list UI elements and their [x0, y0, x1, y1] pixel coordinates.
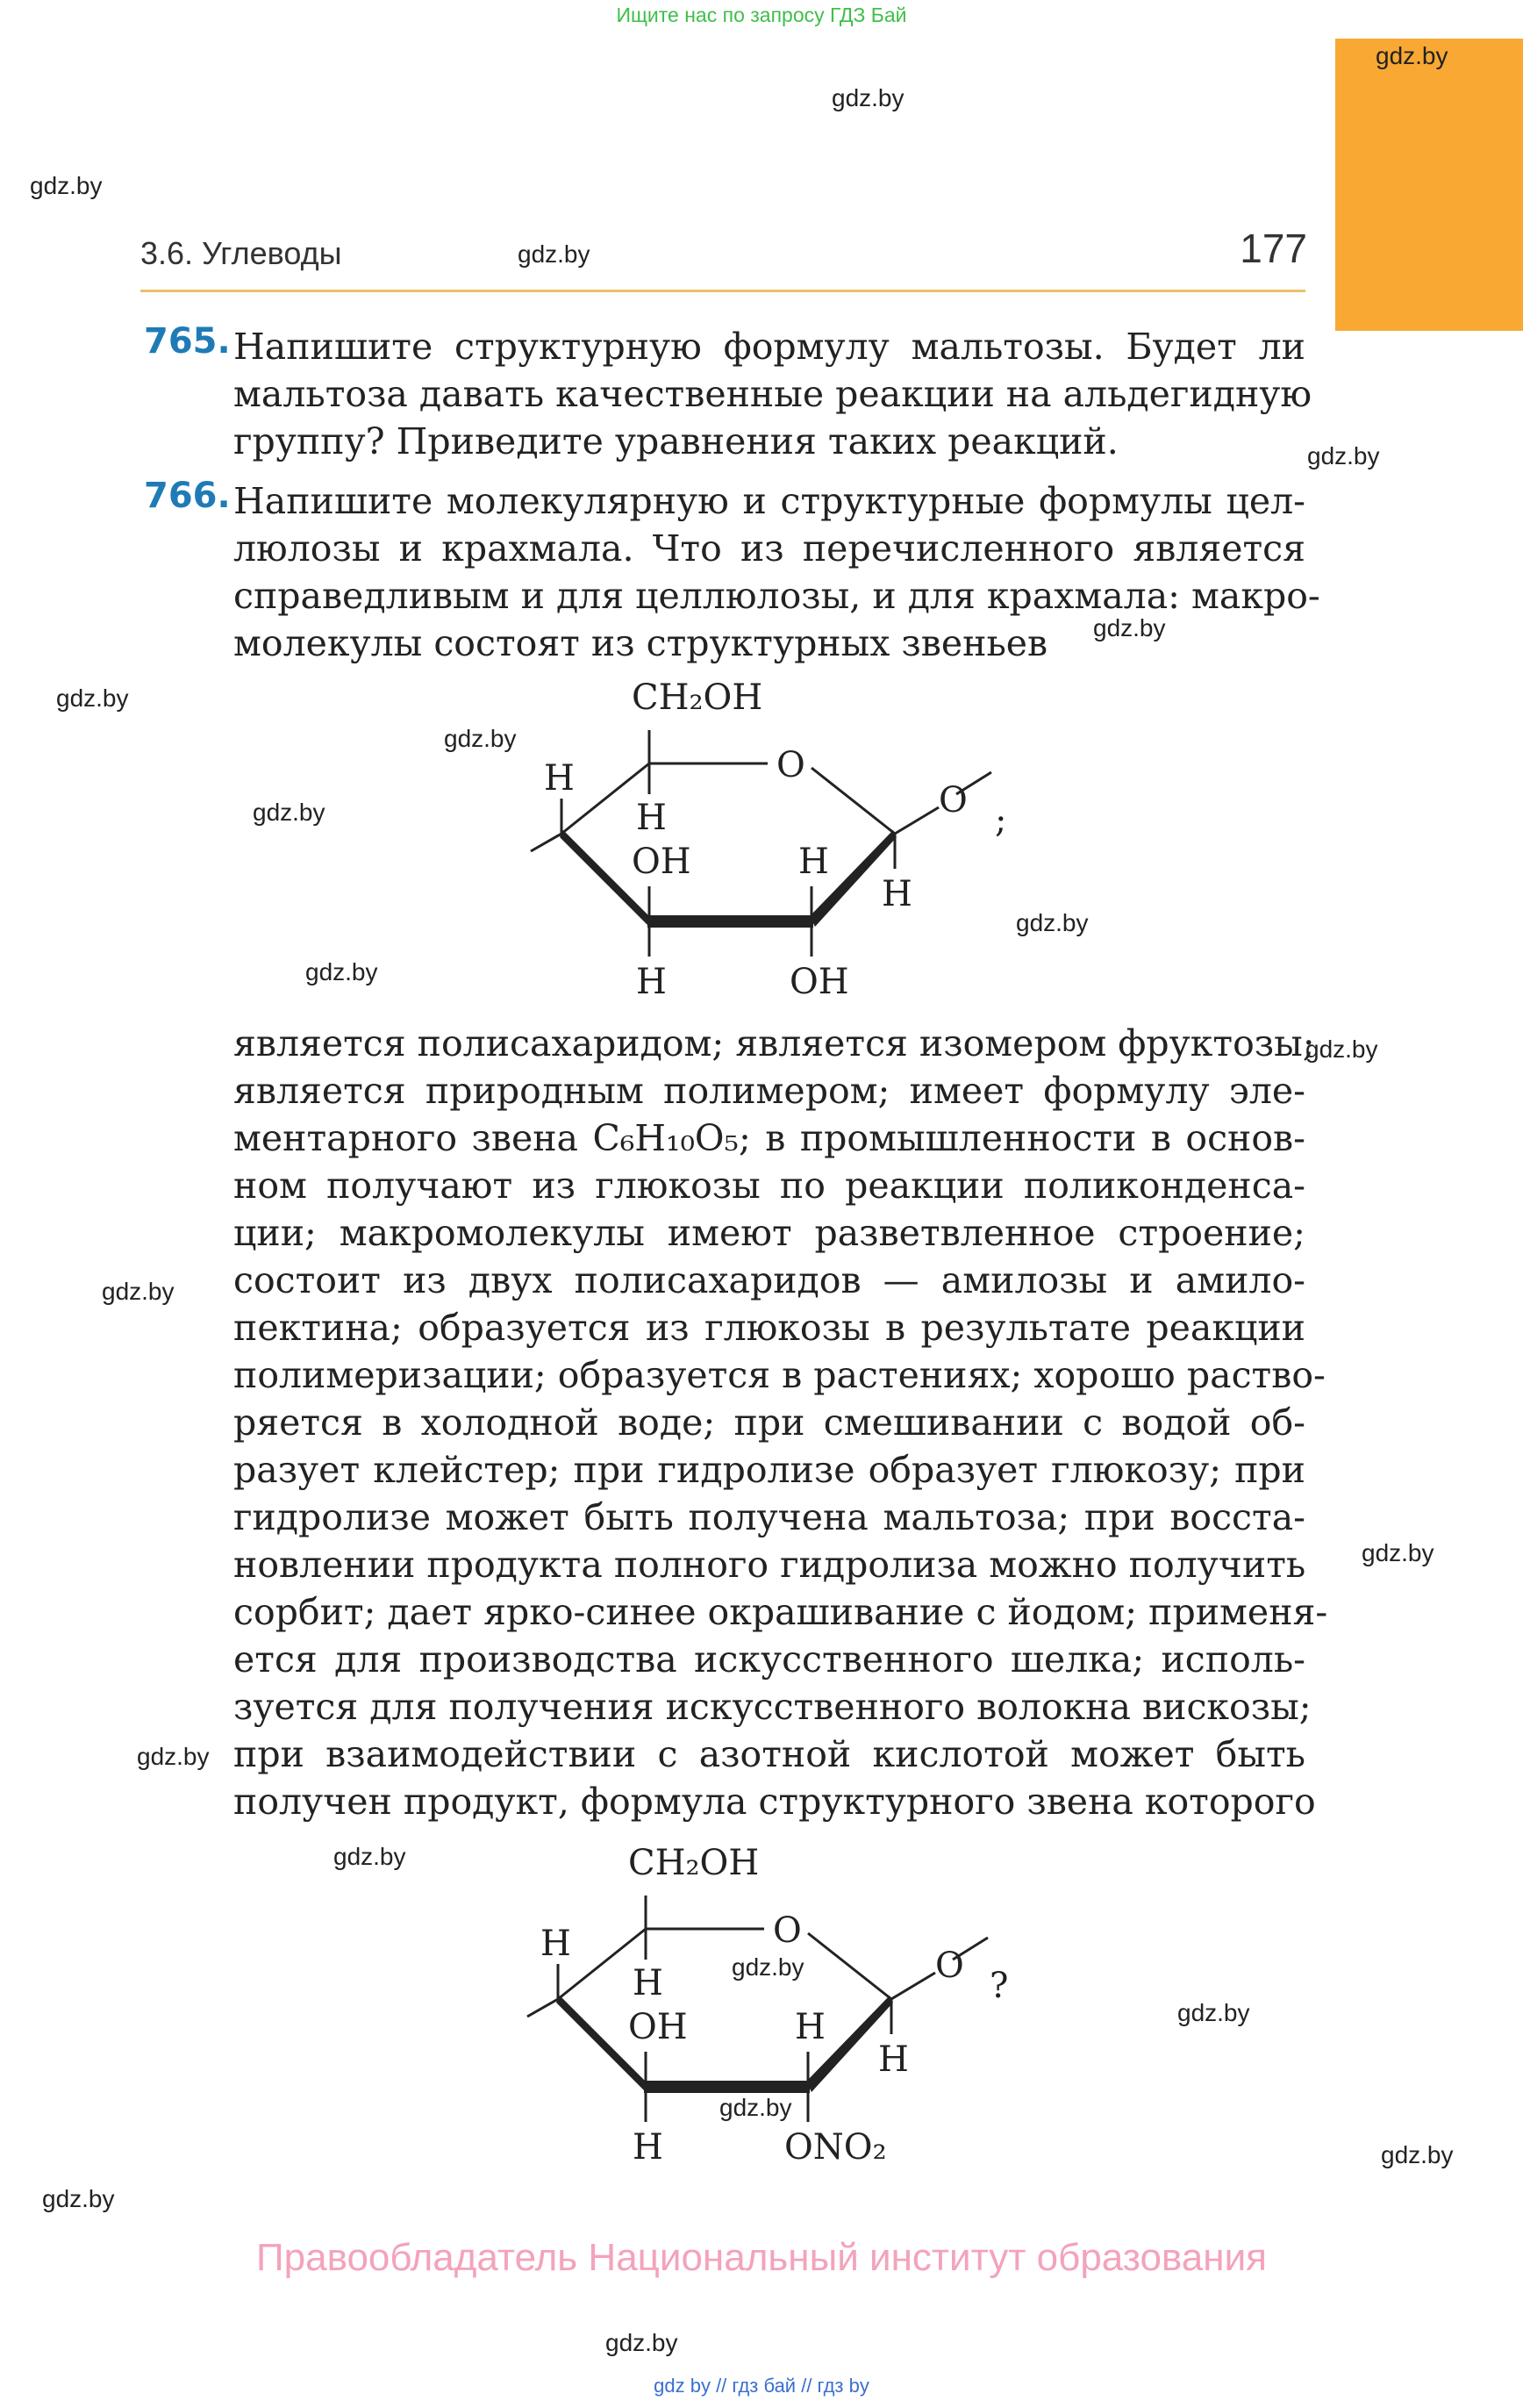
formula2-ring-oxygen: O — [773, 1910, 802, 1951]
formula2-link-oxygen: O — [935, 1946, 964, 1986]
formula2-ono2-bottom: ONO₂ — [784, 2127, 887, 2168]
task-766-line: Напишите молекулярную и структурные формулы цел- — [233, 480, 1305, 522]
watermark: gdz.by — [1381, 2141, 1454, 2168]
task-766-body-line: гидролизе может быть получена мальтоза; при восста- — [233, 1496, 1305, 1538]
watermark: gdz.by — [605, 2329, 678, 2356]
formula2-h-bottom: H — [633, 2127, 663, 2168]
formula2-h-c4: H — [633, 1963, 663, 2003]
task-766-body-line: является природным полимером; имеет формулу эле- — [233, 1070, 1305, 1112]
watermark: gdz.by — [1016, 909, 1089, 936]
watermark: gdz.by — [305, 958, 378, 985]
formula2-oh-c3: OH — [628, 2007, 688, 2047]
task-766-body-line: зуется для получения искусственного волокна вискозы; — [233, 1686, 1312, 1728]
watermark: gdz.by — [1093, 614, 1166, 641]
watermark: gdz.by — [42, 2185, 115, 2212]
watermark: gdz.by — [253, 799, 325, 826]
watermark: gdz.by — [1177, 1999, 1250, 2026]
task-766-body-line: ряется в холодной воде; при смешивании с водой об- — [233, 1401, 1305, 1444]
watermark: gdz.by — [444, 725, 517, 752]
task-766-body-line: ется для производства искусственного шелка; исполь- — [233, 1638, 1305, 1681]
formula1-h-c4: H — [636, 798, 667, 838]
task-766-body-line: новлении продукта полного гидролиза можно получить — [233, 1544, 1306, 1586]
task-766-line: люлозы и крахмала. Что из перечисленного является — [233, 527, 1305, 570]
watermark: gdz.by — [1376, 42, 1448, 69]
task-number-766: 766. — [144, 476, 231, 516]
task-766-body-line: пектина; образуется из глюкозы в результате реакции — [233, 1307, 1305, 1349]
formula2-h-left: H — [540, 1924, 571, 1964]
formula1-link-oxygen: O — [939, 780, 968, 821]
task-766-line: молекулы состоят из структурных звеньев — [233, 622, 1048, 664]
formula1-h-c1: H — [882, 874, 912, 914]
formula1-h-c2: H — [798, 842, 829, 882]
header-rule — [140, 290, 1305, 292]
task-766-body-line: состоит из двух полисахаридов — амилозы и амило- — [233, 1259, 1305, 1301]
orange-corner-tab — [1335, 39, 1523, 331]
task-765-line: Напишите структурную формулу мальтозы. Будет ли — [233, 326, 1305, 368]
task-766-body-line: полимеризации; образуется в растениях; хорошо раство- — [233, 1354, 1326, 1396]
structural-formula-glucose-unit — [509, 667, 1035, 1018]
formula2-ch2oh: CH₂OH — [628, 1843, 760, 1883]
task-766-line: справедливым и для целлюлозы, и для крахмала: макро- — [233, 575, 1320, 617]
formula1-oh-c3: OH — [632, 842, 691, 882]
task-766-body-line: сорбит; дает ярко-синее окрашивание с йодом; применя- — [233, 1591, 1328, 1633]
watermark: gdz.by — [30, 172, 103, 199]
watermark: gdz.by — [732, 1953, 804, 1981]
bottom-links[interactable]: gdz by // гдз бай // гдз by — [654, 2375, 869, 2397]
top-search-link[interactable]: Ищите нас по запросу ГДЗ Бай — [616, 4, 907, 26]
page-number: 177 — [1240, 226, 1307, 271]
watermark: gdz.by — [719, 2094, 792, 2121]
watermark: gdz.by — [333, 1843, 406, 1870]
structural-formula-nitrate-unit — [505, 1832, 1032, 2183]
task-765-line: группу? Приведите уравнения таких реакций. — [233, 420, 1119, 462]
watermark: gdz.by — [1362, 1539, 1434, 1566]
formula1-h-bottom: H — [636, 962, 667, 1002]
task-766-body-line: получен продукт, формула структурного звена которого — [233, 1781, 1316, 1823]
watermark: gdz.by — [102, 1278, 175, 1305]
task-766-body-line: при взаимодействии с азотной кислотой может быть — [233, 1733, 1305, 1775]
copyright-notice: Правообладатель Национальный институт образования — [256, 2236, 1267, 2279]
task-766-body-line: ментарного звена C₆H₁₀O₅; в промышленности в основ- — [233, 1117, 1305, 1159]
formula2-h-c2: H — [795, 2007, 826, 2047]
watermark: gdz.by — [137, 1743, 210, 1770]
formula1-ring-oxygen: O — [776, 745, 805, 785]
watermark: gdz.by — [1307, 442, 1380, 469]
section-title: 3.6. Углеводы — [140, 235, 342, 271]
task-766-body-line: ции; макромолекулы имеют разветвленное строение; — [233, 1212, 1305, 1254]
task-766-body-line: является полисахаридом; является изомером фруктозы; — [233, 1022, 1315, 1064]
watermark: gdz.by — [832, 84, 905, 111]
formula1-separator: ; — [995, 800, 1007, 841]
task-766-body-line: ном получают из глюкозы по реакции поликонденса- — [233, 1165, 1305, 1207]
formula2-h-c1: H — [878, 2039, 909, 2080]
watermark: gdz.by — [56, 684, 129, 712]
formula2-question-mark: ? — [990, 1966, 1009, 2006]
task-766-body-line: разует клейстер; при гидролизе образует глюкозу; при — [233, 1449, 1305, 1491]
task-number-765: 765. — [144, 321, 231, 362]
formula1-ch2oh: CH₂OH — [632, 677, 763, 718]
task-765-line: мальтоза давать качественные реакции на альдегидную — [233, 373, 1312, 415]
watermark: gdz.by — [518, 240, 590, 268]
watermark: gdz.by — [1305, 1036, 1378, 1063]
formula1-h-left: H — [544, 758, 575, 799]
formula1-oh-bottom: OH — [790, 962, 849, 1002]
